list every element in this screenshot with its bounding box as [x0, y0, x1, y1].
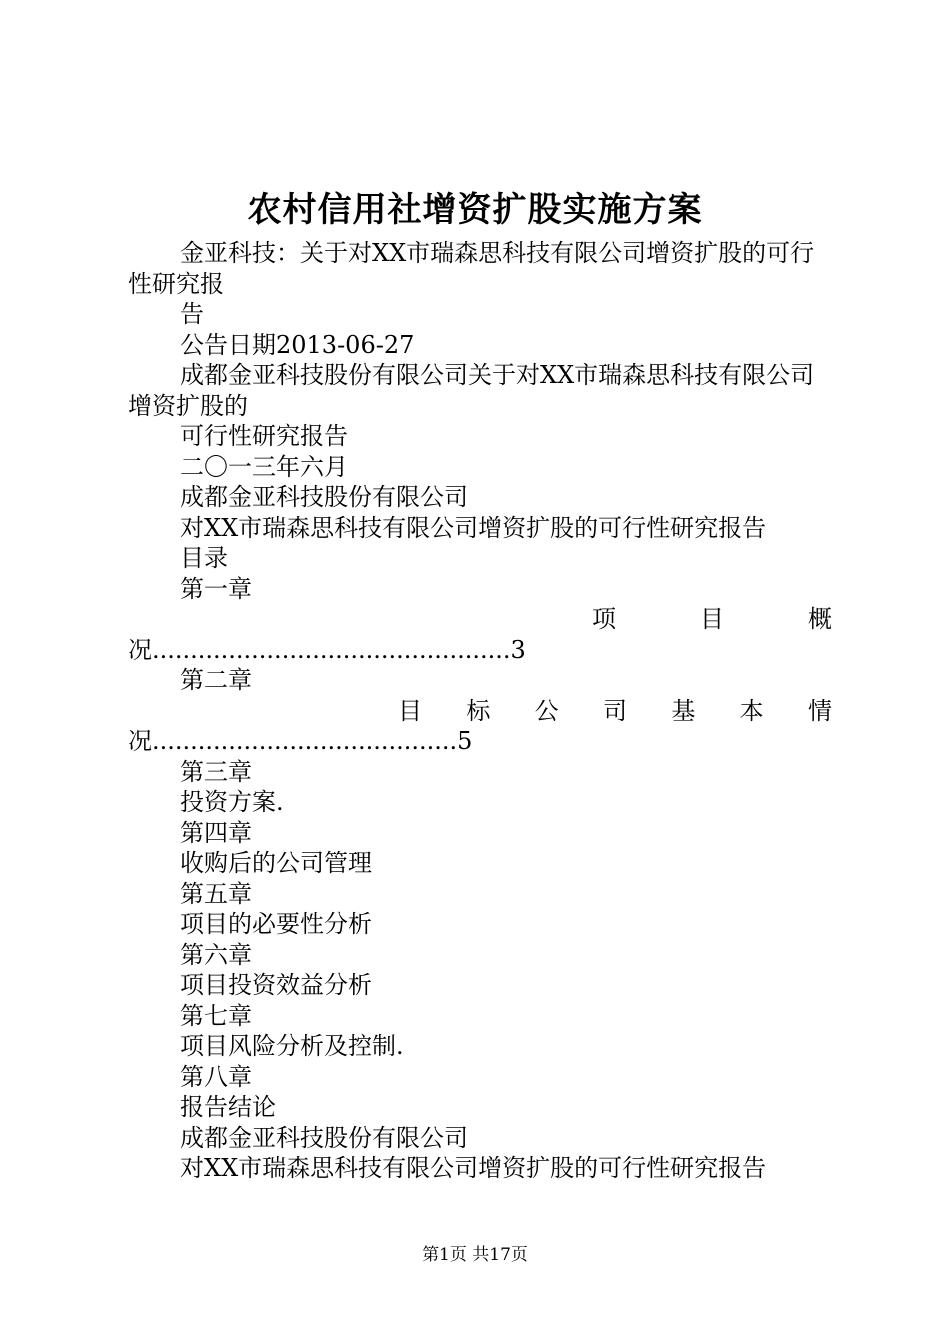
toc-entry-title — [128, 604, 832, 635]
chapter-label: 第三章 — [180, 757, 252, 786]
paragraph: 可行性研究报告 — [180, 422, 348, 450]
chapter-title: 投资方案. — [180, 788, 284, 816]
toc-char: 司 — [602, 696, 627, 725]
chapter-title: 收购后的公司管理 — [180, 849, 372, 877]
chapter-title: 项目风险分析及控制. — [180, 1032, 404, 1060]
toc-char: 标 — [466, 696, 491, 725]
chapter-label: 第四章 — [180, 818, 252, 847]
toc-char: 项 — [592, 605, 616, 633]
chapter-title: 报告结论 — [180, 1093, 276, 1121]
chapter-label: 第六章 — [180, 940, 252, 969]
paragraph: 告 — [180, 300, 204, 328]
document-title: 农村信用社增资扩股实施方案 — [247, 190, 703, 230]
toc-heading: 目录 — [180, 544, 228, 572]
paragraph: 对XX市瑞森思科技有限公司增资扩股的可行性研究报告 — [180, 513, 767, 542]
toc-char: 本 — [739, 696, 764, 725]
chapter-title: 项目的必要性分析 — [180, 910, 372, 938]
toc-char: 概 — [808, 605, 832, 633]
toc-entry-leader: 况........................................5 — [128, 727, 473, 755]
paragraph: 成都金亚科技股份有限公司关于对XX市瑞森思科技有限公司增资扩股的 — [128, 361, 815, 420]
paragraph: 成都金亚科技股份有限公司 — [180, 1123, 468, 1152]
paragraph: 二〇一三年六月 — [180, 452, 348, 481]
toc-char: 基 — [671, 696, 696, 725]
chapter-label: 第一章 — [180, 574, 252, 603]
paragraph: 成都金亚科技股份有限公司 — [180, 483, 468, 511]
chapter-label: 第七章 — [180, 1001, 252, 1030]
chapter-label: 第二章 — [180, 666, 252, 694]
toc-char: 公 — [534, 696, 559, 725]
toc-entry-leader: 况...............................................3 — [128, 635, 526, 664]
document-body — [128, 238, 832, 1184]
page-footer: 第1页 共17页 — [422, 1245, 528, 1265]
paragraph: 公告日期2013-06-27 — [180, 330, 415, 359]
toc-char: 情 — [807, 696, 832, 725]
chapter-label: 第五章 — [180, 879, 252, 908]
chapter-title: 项目投资效益分析 — [180, 971, 372, 999]
paragraph: 金亚科技：关于对XX市瑞森思科技有限公司增资扩股的可行性研究报 — [128, 239, 815, 298]
chapter-label: 第八章 — [180, 1062, 252, 1091]
toc-entry-title — [128, 696, 832, 727]
paragraph: 对XX市瑞森思科技有限公司增资扩股的可行性研究报告 — [180, 1154, 767, 1182]
toc-char: 目 — [700, 605, 724, 633]
toc-char: 目 — [398, 696, 422, 725]
